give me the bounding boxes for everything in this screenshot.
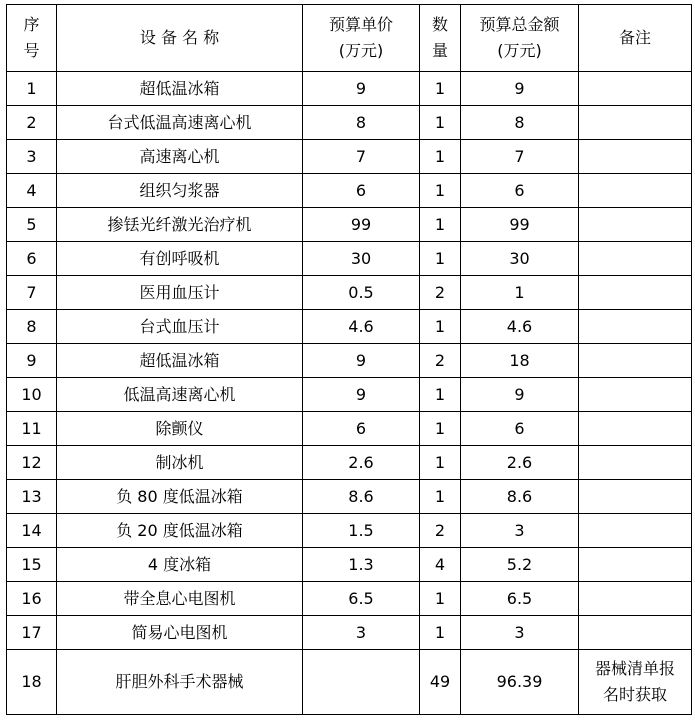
- cell-unit-price: 30: [303, 242, 420, 276]
- cell-name: 带全息心电图机: [57, 582, 303, 616]
- table-row: [7, 276, 692, 310]
- cell-unit-price: 1.5: [303, 514, 420, 548]
- cell-quantity: 1: [420, 616, 461, 650]
- cell-no: 4: [7, 174, 57, 208]
- cell-remark: [579, 174, 692, 208]
- cell-name: 负 80 度低温冰箱: [57, 480, 303, 514]
- cell-remark: [579, 582, 692, 616]
- cell-no: 8: [7, 310, 57, 344]
- cell-no: 3: [7, 140, 57, 174]
- cell-total-amount: 18: [461, 344, 579, 378]
- cell-remark: [579, 514, 692, 548]
- table-row: [7, 650, 692, 715]
- cell-quantity: 1: [420, 208, 461, 242]
- cell-no: 14: [7, 514, 57, 548]
- cell-total-amount: 6.5: [461, 582, 579, 616]
- cell-unit-price: 6: [303, 412, 420, 446]
- cell-remark: [579, 344, 692, 378]
- cell-unit-price: 4.6: [303, 310, 420, 344]
- cell-quantity: 1: [420, 140, 461, 174]
- cell-remark: 器械清单报 名时获取: [579, 650, 692, 715]
- cell-no: 12: [7, 446, 57, 480]
- table-row: [7, 208, 692, 242]
- cell-remark: [579, 208, 692, 242]
- cell-unit-price: 6: [303, 174, 420, 208]
- cell-no: 13: [7, 480, 57, 514]
- table-row: [7, 480, 692, 514]
- cell-name: 超低温冰箱: [57, 72, 303, 106]
- table-row: [7, 514, 692, 548]
- cell-total-amount: 3: [461, 616, 579, 650]
- cell-remark: [579, 548, 692, 582]
- cell-total-amount: 6: [461, 174, 579, 208]
- cell-name: 医用血压计: [57, 276, 303, 310]
- cell-no: 1: [7, 72, 57, 106]
- cell-total-amount: 7: [461, 140, 579, 174]
- cell-total-amount: 9: [461, 378, 579, 412]
- cell-no: 5: [7, 208, 57, 242]
- cell-remark: [579, 106, 692, 140]
- table-body: [7, 72, 692, 650]
- table-row: [7, 412, 692, 446]
- cell-total-amount: 96.39: [461, 650, 579, 715]
- header-total-amount: 预算总金额 (万元): [461, 5, 579, 72]
- cell-quantity: 1: [420, 582, 461, 616]
- cell-remark: [579, 616, 692, 650]
- cell-total-amount: 9: [461, 72, 579, 106]
- cell-remark: [579, 480, 692, 514]
- table-row: [7, 242, 692, 276]
- table-row: [7, 140, 692, 174]
- cell-unit-price: 0.5: [303, 276, 420, 310]
- cell-unit-price: 9: [303, 344, 420, 378]
- cell-name: 组织匀浆器: [57, 174, 303, 208]
- table-row: [7, 616, 692, 650]
- cell-no: 7: [7, 276, 57, 310]
- cell-quantity: 1: [420, 174, 461, 208]
- table-row: [7, 582, 692, 616]
- cell-name: 台式血压计: [57, 310, 303, 344]
- cell-name: 低温高速离心机: [57, 378, 303, 412]
- header-remark: 备注: [579, 5, 692, 72]
- cell-no: 10: [7, 378, 57, 412]
- cell-unit-price: 1.3: [303, 548, 420, 582]
- cell-unit-price: 6.5: [303, 582, 420, 616]
- cell-no: 11: [7, 412, 57, 446]
- header-name: 设 备 名 称: [57, 5, 303, 72]
- table-row: [7, 106, 692, 140]
- cell-total-amount: 5.2: [461, 548, 579, 582]
- cell-total-amount: 4.6: [461, 310, 579, 344]
- cell-total-amount: 6: [461, 412, 579, 446]
- cell-quantity: 1: [420, 446, 461, 480]
- cell-quantity: 2: [420, 276, 461, 310]
- cell-total-amount: 1: [461, 276, 579, 310]
- table-row: [7, 344, 692, 378]
- cell-no: 9: [7, 344, 57, 378]
- cell-unit-price: 9: [303, 378, 420, 412]
- header-quantity: 数 量: [420, 5, 461, 72]
- table-row: [7, 446, 692, 480]
- cell-name: 制冰机: [57, 446, 303, 480]
- cell-quantity: 1: [420, 106, 461, 140]
- cell-quantity: 1: [420, 480, 461, 514]
- cell-name: 台式低温高速离心机: [57, 106, 303, 140]
- cell-quantity: 1: [420, 72, 461, 106]
- cell-unit-price: 9: [303, 72, 420, 106]
- cell-name: 简易心电图机: [57, 616, 303, 650]
- cell-quantity: 1: [420, 412, 461, 446]
- cell-no: 15: [7, 548, 57, 582]
- cell-unit-price: 8.6: [303, 480, 420, 514]
- cell-unit-price: 7: [303, 140, 420, 174]
- cell-total-amount: 30: [461, 242, 579, 276]
- table-body-last: [7, 650, 692, 715]
- cell-quantity: 2: [420, 514, 461, 548]
- cell-no: 17: [7, 616, 57, 650]
- cell-remark: [579, 72, 692, 106]
- cell-total-amount: 8: [461, 106, 579, 140]
- cell-unit-price: [303, 650, 420, 715]
- cell-remark: [579, 412, 692, 446]
- cell-quantity: 1: [420, 310, 461, 344]
- cell-name: 负 20 度低温冰箱: [57, 514, 303, 548]
- cell-name: 4 度冰箱: [57, 548, 303, 582]
- cell-name: 超低温冰箱: [57, 344, 303, 378]
- cell-unit-price: 3: [303, 616, 420, 650]
- cell-no: 6: [7, 242, 57, 276]
- table-row: [7, 378, 692, 412]
- table-row: [7, 174, 692, 208]
- cell-unit-price: 99: [303, 208, 420, 242]
- cell-quantity: 49: [420, 650, 461, 715]
- cell-unit-price: 2.6: [303, 446, 420, 480]
- equipment-budget-table: [6, 4, 692, 715]
- cell-name: 掺铥光纤激光治疗机: [57, 208, 303, 242]
- cell-quantity: 4: [420, 548, 461, 582]
- cell-name: 高速离心机: [57, 140, 303, 174]
- cell-total-amount: 3: [461, 514, 579, 548]
- cell-remark: [579, 140, 692, 174]
- cell-quantity: 2: [420, 344, 461, 378]
- cell-total-amount: 2.6: [461, 446, 579, 480]
- cell-name: 除颤仪: [57, 412, 303, 446]
- cell-remark: [579, 242, 692, 276]
- cell-total-amount: 99: [461, 208, 579, 242]
- header-row: [7, 5, 692, 72]
- cell-name: 肝胆外科手术器械: [57, 650, 303, 715]
- cell-total-amount: 8.6: [461, 480, 579, 514]
- cell-remark: [579, 446, 692, 480]
- cell-remark: [579, 378, 692, 412]
- cell-quantity: 1: [420, 378, 461, 412]
- cell-quantity: 1: [420, 242, 461, 276]
- cell-no: 2: [7, 106, 57, 140]
- cell-remark: [579, 276, 692, 310]
- cell-no: 18: [7, 650, 57, 715]
- cell-unit-price: 8: [303, 106, 420, 140]
- table-row: [7, 548, 692, 582]
- cell-no: 16: [7, 582, 57, 616]
- table-row: [7, 310, 692, 344]
- table-row: [7, 72, 692, 106]
- header-no: 序 号: [7, 5, 57, 72]
- cell-remark: [579, 310, 692, 344]
- cell-name: 有创呼吸机: [57, 242, 303, 276]
- header-unit-price: 预算单价 (万元): [303, 5, 420, 72]
